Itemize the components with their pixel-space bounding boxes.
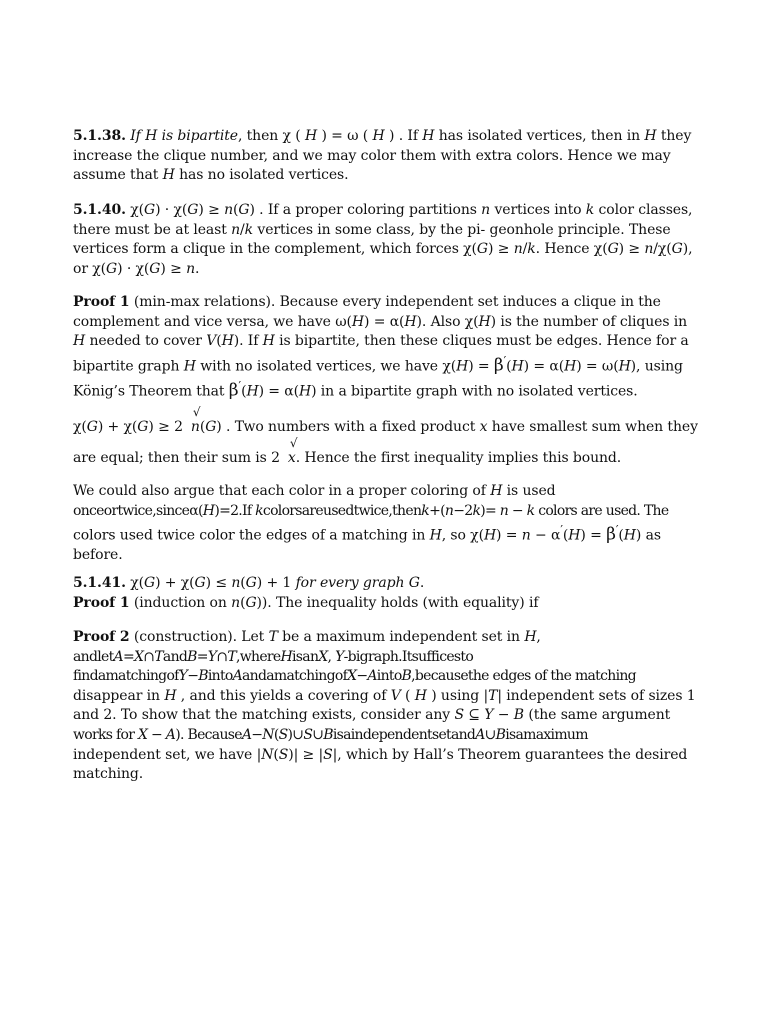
sum-bound xyxy=(73,405,698,468)
text: )). The inequality holds (with equality) if xyxy=(256,594,539,611)
text: ). Also χ( xyxy=(416,313,479,330)
line xyxy=(73,706,695,726)
text: ) = α( xyxy=(523,358,565,375)
text: ) = xyxy=(580,527,607,544)
text: . If a proper coloring partitions xyxy=(259,202,482,218)
text: H xyxy=(404,313,417,330)
text: . Hence χ( xyxy=(535,241,608,258)
text: S xyxy=(303,726,313,743)
line xyxy=(73,221,695,241)
text: isamaximum xyxy=(505,726,588,743)
text: G xyxy=(408,575,420,591)
text: onceortwice,since xyxy=(73,502,190,519)
line xyxy=(73,127,695,147)
text: − xyxy=(147,726,166,743)
text: andlet xyxy=(73,648,114,665)
text: G xyxy=(671,241,683,258)
proof-label: Proof 2 xyxy=(73,629,130,645)
text: ( xyxy=(273,726,279,743)
text: ( xyxy=(562,527,569,544)
line xyxy=(73,482,695,502)
text: χ( xyxy=(125,202,144,218)
text: G xyxy=(476,241,488,258)
text: ∪ xyxy=(312,726,324,743)
text: vertices form a clique in the complement, which forces χ( xyxy=(73,241,477,258)
text: they xyxy=(656,128,692,144)
text: , xyxy=(327,648,336,665)
text: ) · χ( xyxy=(155,202,188,218)
text: α xyxy=(189,502,199,519)
text: H xyxy=(623,527,636,544)
text: H xyxy=(202,502,215,519)
text: V xyxy=(390,687,401,704)
text: S xyxy=(454,707,464,724)
text: H xyxy=(304,128,318,144)
proof-1-min-max xyxy=(73,293,695,402)
text: G xyxy=(144,575,156,591)
text: , xyxy=(536,629,541,645)
line xyxy=(73,628,695,648)
text: ). Because xyxy=(175,726,242,743)
text: G xyxy=(106,260,118,277)
text: colors used twice color the edges of a matching in xyxy=(73,527,430,544)
text: β xyxy=(228,380,239,401)
text: n xyxy=(231,594,241,611)
text: (construction). Let xyxy=(129,629,269,645)
text: ) in a bipartite graph with no isolated vertices. xyxy=(311,383,638,400)
text: ) + 1 xyxy=(256,575,296,591)
text: with no isolated vertices, we have χ( xyxy=(195,358,457,375)
text: . Two numbers with a fixed product xyxy=(226,419,480,435)
text: ) = ω ( xyxy=(317,128,373,144)
text: findamatchingof xyxy=(73,668,179,685)
text: ) ≤ xyxy=(205,575,232,591)
text: B xyxy=(187,648,197,665)
text: has isolated vertices, then in xyxy=(434,128,645,144)
text: n xyxy=(513,241,523,258)
text: H xyxy=(414,687,427,704)
text: nig’s Theorem that xyxy=(91,383,229,400)
text: − xyxy=(251,726,263,743)
text: is bipartite xyxy=(157,128,238,144)
text: H xyxy=(221,333,234,350)
text: G xyxy=(187,202,199,218)
text: n xyxy=(481,202,491,218)
text: T xyxy=(227,648,236,665)
text: Y xyxy=(484,707,494,724)
text: there must be at least xyxy=(73,221,232,238)
text: = xyxy=(196,648,208,665)
line xyxy=(73,667,695,687)
text: Y xyxy=(335,648,344,665)
text: X xyxy=(347,668,357,685)
line xyxy=(73,260,695,280)
text: )= xyxy=(480,502,500,519)
text: ( xyxy=(240,575,246,591)
text: B xyxy=(401,668,412,685)
text: , then χ ( xyxy=(237,128,305,144)
text: A xyxy=(113,648,123,665)
text: vertices in some class, by the pi- geonhole principle. These xyxy=(253,221,671,238)
exercise-5-1-41 xyxy=(73,574,695,613)
text: ), using xyxy=(630,358,683,375)
text: complement and vice versa, we have ω( xyxy=(73,313,352,330)
exercise-number: 5.1.41. xyxy=(73,575,126,591)
text: ( xyxy=(240,594,246,611)
text: n xyxy=(444,502,454,519)
text: B xyxy=(495,726,506,743)
text: have smallest sum when they xyxy=(487,419,698,435)
text: n xyxy=(644,241,654,258)
exercise-5-1-40 xyxy=(73,201,695,279)
radical-sign: √ xyxy=(192,405,201,419)
text: Y xyxy=(178,668,188,685)
line xyxy=(73,332,695,352)
text: ′ xyxy=(560,523,563,538)
text: β xyxy=(493,355,504,376)
text: H xyxy=(483,527,497,544)
text: ) xyxy=(249,202,260,218)
alternative-argument xyxy=(73,482,695,566)
text: n xyxy=(186,260,196,277)
line xyxy=(73,435,695,469)
exercise-5-1-38 xyxy=(73,127,695,186)
text: |, which by Hall’s Theorem guarantees the desired xyxy=(332,746,688,763)
text: bipartite graph xyxy=(73,358,184,375)
text: , so χ( xyxy=(441,527,484,544)
line xyxy=(73,405,698,438)
text: H xyxy=(524,629,537,645)
text: Y xyxy=(207,648,217,665)
text: G xyxy=(149,260,161,277)
text: − xyxy=(493,707,514,724)
text: before. xyxy=(73,547,123,564)
text: T xyxy=(488,687,498,704)
text: ( xyxy=(199,419,206,435)
text: colorsareusedtwice,then xyxy=(262,502,422,519)
text: isaindependentsetand xyxy=(332,726,476,743)
text: ∩ xyxy=(143,648,155,665)
line xyxy=(73,574,695,594)
text: ,becausethe edges of the matching xyxy=(411,668,636,685)
line xyxy=(73,594,695,614)
text: k xyxy=(255,502,263,519)
text: ) xyxy=(384,128,399,144)
text: G xyxy=(205,419,217,435)
text: independent sets of sizes 1 xyxy=(501,687,696,704)
text: T xyxy=(154,648,163,665)
text: H xyxy=(429,527,442,544)
text: (induction on xyxy=(129,594,232,611)
line xyxy=(73,313,695,333)
text: vertices into xyxy=(490,202,586,218)
text: G xyxy=(238,202,250,218)
text: )∪ xyxy=(287,726,304,743)
text: ′ xyxy=(238,379,242,394)
text: (min-max relations). Because every independent set induces a clique in the xyxy=(129,294,661,310)
line xyxy=(73,648,695,668)
text: k xyxy=(421,502,430,519)
text: color classes, xyxy=(594,202,693,218)
line xyxy=(73,521,695,546)
text: ) = α( xyxy=(364,313,405,330)
proof-label: Proof 1 xyxy=(73,594,130,611)
text: G xyxy=(607,241,619,258)
text: needed to cover xyxy=(85,333,207,350)
text: χ( xyxy=(125,575,144,591)
text: ( xyxy=(506,358,512,375)
proof-2-construction xyxy=(73,628,695,785)
text: − xyxy=(187,668,199,685)
text: ′ xyxy=(503,353,507,368)
text: ). If xyxy=(233,333,263,350)
text: ) = xyxy=(468,358,494,375)
text: G xyxy=(245,594,257,611)
exercise-number: 5.1.40. xyxy=(73,202,126,218)
text: are equal; then their sum is 2 xyxy=(73,449,280,466)
text: H xyxy=(73,333,86,350)
text: ) + χ( xyxy=(97,419,138,435)
text: x xyxy=(287,449,296,466)
text: H xyxy=(145,128,158,144)
text: H xyxy=(564,358,577,375)
line xyxy=(73,502,695,522)
line xyxy=(73,726,695,746)
text: )=2.If xyxy=(214,502,256,519)
text: ( xyxy=(216,333,222,350)
text: We could also argue that each color in a proper coloring of xyxy=(73,483,491,499)
text: k xyxy=(585,202,595,218)
text: be a maximum independent set in xyxy=(277,629,525,645)
text: = xyxy=(122,648,134,665)
text: ) = xyxy=(496,527,522,544)
text: B xyxy=(198,668,208,685)
text: H xyxy=(183,358,196,375)
text: for every graph xyxy=(295,575,409,591)
text: /χ( xyxy=(653,241,672,258)
proof-label: Proof 1 xyxy=(73,294,130,310)
text: ) = α( xyxy=(258,383,299,400)
text: is bipartite, then these cliques must be edges. Hence for a xyxy=(274,333,689,350)
line xyxy=(73,166,695,186)
text: / xyxy=(522,241,528,258)
line xyxy=(73,746,695,766)
text: n xyxy=(499,502,509,519)
text: −2 xyxy=(453,502,473,519)
line xyxy=(73,765,695,785)
text: and xyxy=(162,648,188,665)
text: A xyxy=(475,726,485,743)
line xyxy=(73,201,695,221)
line xyxy=(73,377,695,402)
text: ( xyxy=(198,502,203,519)
text: H xyxy=(246,383,259,400)
text: isan xyxy=(292,648,319,665)
text: N xyxy=(262,726,274,743)
text: k xyxy=(244,221,254,238)
text: A xyxy=(241,726,252,743)
text: / xyxy=(240,221,245,238)
text: n xyxy=(190,419,200,435)
exercise-number: 5.1.38. xyxy=(73,128,126,144)
text: H xyxy=(162,167,175,184)
text: X xyxy=(133,648,144,665)
text: +( xyxy=(429,502,445,519)
text: matching. xyxy=(73,766,144,783)
text: ) ≥ xyxy=(618,241,645,258)
text: assume that xyxy=(73,167,163,184)
text: − α xyxy=(530,527,561,544)
text: β xyxy=(606,524,616,545)
text: n xyxy=(231,575,241,591)
text: has no isolated vertices. xyxy=(174,167,349,184)
text: k xyxy=(527,241,536,258)
text: H xyxy=(456,358,469,375)
text: H xyxy=(568,527,581,544)
text: − xyxy=(508,502,527,519)
text: S xyxy=(323,746,333,763)
text: H xyxy=(478,313,491,330)
text: | xyxy=(497,687,502,704)
text: ∪ xyxy=(484,726,496,743)
text: ), xyxy=(682,241,693,258)
text: ( xyxy=(618,527,624,544)
line xyxy=(73,546,695,566)
text: T xyxy=(268,629,278,645)
text: k xyxy=(526,502,535,519)
text: ) using xyxy=(426,687,484,704)
text: ( xyxy=(232,202,239,218)
text: )| ≥ | xyxy=(288,746,324,763)
text: G xyxy=(137,419,149,435)
text: or χ( xyxy=(73,260,107,277)
text: H xyxy=(164,687,177,704)
text: (the same argument xyxy=(524,707,671,724)
text: is used xyxy=(502,483,556,499)
text: X xyxy=(318,648,328,665)
text: H xyxy=(422,128,435,144)
text: H xyxy=(490,483,503,499)
text: X xyxy=(137,726,148,743)
line xyxy=(73,240,695,260)
text: H xyxy=(280,648,293,665)
text: ′ xyxy=(615,523,619,538)
text: S xyxy=(278,746,289,763)
text: A xyxy=(367,668,377,685)
text: n xyxy=(231,221,241,238)
text: increase the clique number, and we may color them with extra colors. Hence we may xyxy=(73,147,671,164)
text: B xyxy=(513,707,524,724)
text: ) · χ( xyxy=(117,260,150,277)
text: ) ≥ 2 xyxy=(148,419,183,435)
text: into xyxy=(207,668,233,685)
line xyxy=(73,147,695,167)
line xyxy=(73,293,695,313)
text: ) ≥ xyxy=(198,202,225,218)
text: ( xyxy=(241,383,247,400)
text: -bigraph.Itsufficesto xyxy=(343,648,474,665)
text: H xyxy=(372,128,385,144)
text: . Hence the first inequality implies this bound. xyxy=(295,449,622,466)
text: ) xyxy=(216,419,227,435)
text: ) as xyxy=(635,527,661,544)
line xyxy=(73,352,695,377)
text: ,where xyxy=(236,648,281,665)
text: ( xyxy=(273,746,279,763)
text: into xyxy=(376,668,402,685)
text: . xyxy=(419,575,425,591)
text: x xyxy=(479,419,488,435)
text: H xyxy=(351,313,364,330)
text: S xyxy=(278,726,288,743)
text: ⊆ xyxy=(463,707,485,724)
text: ) = ω( xyxy=(576,358,619,375)
text: ∩ xyxy=(216,648,228,665)
text: . If xyxy=(398,128,423,144)
text: and 2. To show that the matching exists, consider any xyxy=(73,707,455,724)
text: Ko xyxy=(73,383,92,400)
text: n xyxy=(521,527,531,544)
text: H xyxy=(298,383,312,400)
text: , and this yields a covering of xyxy=(176,687,391,704)
text: − xyxy=(356,668,368,685)
text: H xyxy=(618,358,631,375)
text: G xyxy=(194,575,206,591)
text: n xyxy=(224,202,233,218)
text: ) is the number of cliques in xyxy=(490,313,688,330)
text: disappear in xyxy=(73,687,165,704)
text: G xyxy=(245,575,257,591)
text: B xyxy=(323,726,333,743)
text: ) ≥ xyxy=(160,260,187,277)
text: A xyxy=(232,668,243,685)
text: independent set, we have | xyxy=(73,746,262,763)
text: H xyxy=(644,128,657,144)
text: H xyxy=(511,358,524,375)
text: χ( xyxy=(73,419,87,435)
text: V xyxy=(206,333,217,350)
text: ( xyxy=(400,687,415,704)
text: ) ≥ xyxy=(487,241,514,258)
text: N xyxy=(261,746,274,763)
text: andamatchingof xyxy=(242,668,348,685)
text: | xyxy=(483,687,489,704)
text: . xyxy=(195,260,200,277)
text: H xyxy=(262,333,275,350)
radical-sign: √ xyxy=(289,435,298,450)
text: A xyxy=(165,726,176,743)
text: colors are used. The xyxy=(534,502,669,519)
text: G xyxy=(86,419,98,435)
line xyxy=(73,687,695,707)
text: k xyxy=(472,502,481,519)
text: G xyxy=(144,202,156,218)
text: works for xyxy=(73,726,138,743)
text: If xyxy=(125,128,146,144)
text: ) + χ( xyxy=(155,575,195,591)
